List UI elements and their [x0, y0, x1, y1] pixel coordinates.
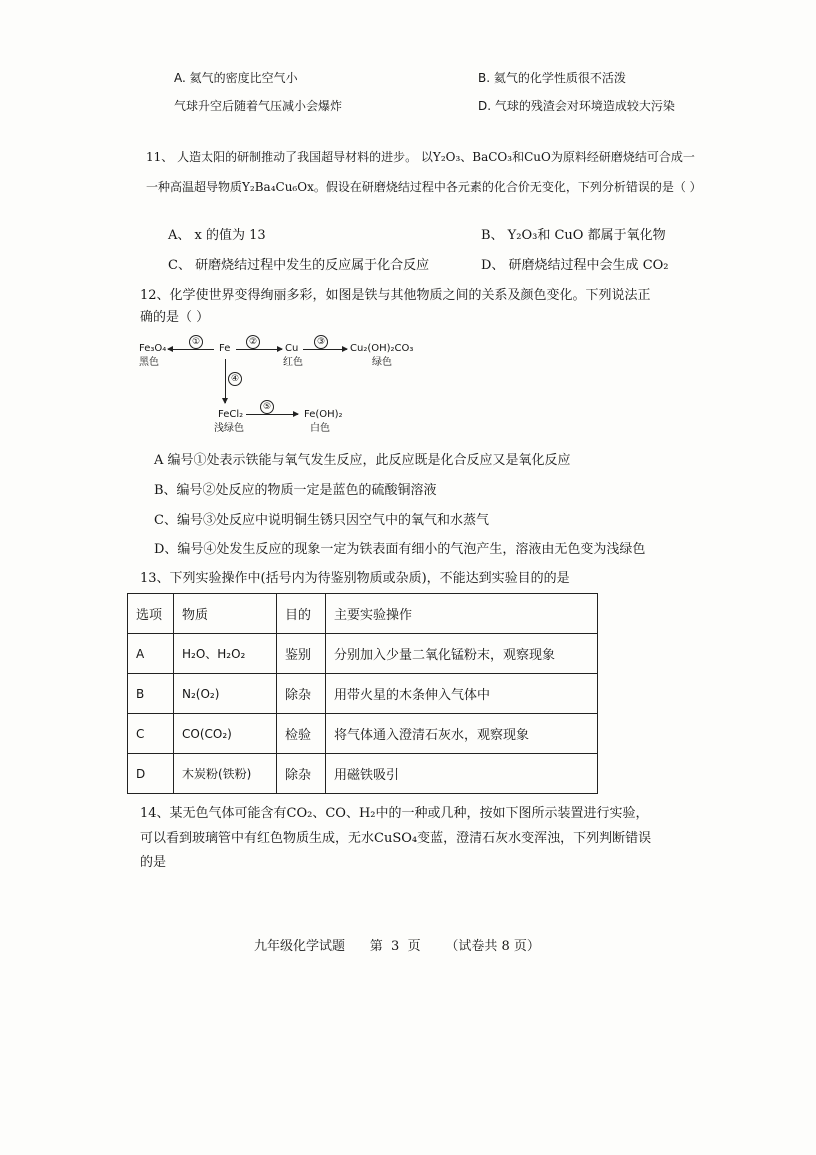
row-d-substance: 木炭粉(铁粉): [174, 754, 277, 794]
row-c-purpose: 检验: [277, 714, 326, 754]
table-row: [128, 754, 598, 794]
row-a-operation: 分别加入少量二氧化锰粉末，观察现象: [326, 634, 598, 674]
q11-option-a: A、 x 的值为 13: [168, 228, 266, 243]
table-header-row: [128, 594, 598, 634]
q10-option-d: D. 气球的残渣会对环境造成较大污染: [478, 99, 675, 113]
q13-table: [127, 593, 598, 794]
row-b-operation: 用带火星的木条伸入气体中: [326, 674, 598, 714]
header-substance: 物质: [174, 594, 277, 634]
step-4-marker: ④: [228, 372, 242, 386]
row-d-option: D: [128, 754, 174, 794]
page-footer: 九年级化学试题 第 3 页 （试卷共 8 页）: [254, 939, 540, 954]
arrow-1: [168, 349, 214, 350]
q11-option-d: D、 研磨烧结过程中会生成 CO₂: [481, 258, 669, 273]
cu-formula: Cu: [285, 343, 299, 354]
step-5-marker: ⑤: [260, 400, 274, 414]
header-option: 选项: [128, 594, 174, 634]
fecl2-color-label: 浅绿色: [214, 423, 244, 434]
header-purpose: 目的: [277, 594, 326, 634]
row-b-purpose: 除杂: [277, 674, 326, 714]
cu-color-label: 红色: [283, 357, 303, 368]
q12-option-c: C、编号③处反应中说明铜生锈只因空气中的氧气和水蒸气: [154, 513, 489, 528]
row-c-option: C: [128, 714, 174, 754]
cu2oh2co3-color-label: 绿色: [372, 357, 392, 368]
fe3o4-color-label: 黑色: [139, 357, 159, 368]
q13-stem: 13、下列实验操作中(括号内为待鉴别物质或杂质)，不能达到实验目的的是: [140, 571, 570, 586]
fe-formula: Fe: [219, 343, 231, 354]
arrow-3: [303, 349, 347, 350]
table-row: [128, 714, 598, 754]
row-b-option: B: [128, 674, 174, 714]
row-a-purpose: 鉴别: [277, 634, 326, 674]
q14-stem-line1: 14、某无色气体可能含有CO₂、CO、H₂中的一种或几种，按如下图所示装置进行实验，: [140, 806, 649, 821]
cu2oh2co3-formula: Cu₂(OH)₂CO₃: [350, 343, 414, 354]
q11-option-c: C、 研磨烧结过程中发生的反应属于化合反应: [168, 258, 430, 273]
q14-stem-line2: 可以看到玻璃管中有红色物质生成，无水CuSO₄变蓝，澄清石灰水变浑浊，下列判断错误: [140, 831, 652, 846]
table-row: [128, 674, 598, 714]
row-d-purpose: 除杂: [277, 754, 326, 794]
feoh2-formula: Fe(OH)₂: [304, 409, 343, 420]
step-2-marker: ②: [246, 335, 260, 349]
row-c-operation: 将气体通入澄清石灰水，观察现象: [326, 714, 598, 754]
q14-stem-line3: 的是: [140, 855, 167, 870]
q11-option-b: B、 Y₂O₃和 CuO 都属于氧化物: [481, 228, 666, 243]
q12-option-b: B、编号②处反应的物质一定是蓝色的硫酸铜溶液: [154, 483, 437, 498]
step-1-marker: ①: [189, 335, 203, 349]
row-d-operation: 用磁铁吸引: [326, 754, 598, 794]
q12-option-d: D、编号④处发生反应的现象一定为铁表面有细小的气泡产生，溶液由无色变为浅绿色: [154, 542, 646, 557]
step-3-marker: ③: [314, 335, 328, 349]
row-b-substance: N₂(O₂): [174, 674, 277, 714]
q10-option-c: 气球升空后随着气压减小会爆炸: [174, 99, 343, 113]
q12-stem-line2: 确的是（ ）: [140, 310, 210, 325]
arrow-4: [225, 359, 226, 403]
q11-stem-line2: 一种高温超导物质Y₂Ba₄Cu₆Ox。假设在研磨烧结过程中各元素的化合价无变化，下列分析错误的是（ ）: [146, 180, 702, 194]
arrow-2: [236, 349, 282, 350]
q10-option-a: A. 氦气的密度比空气小: [174, 71, 298, 85]
fecl2-formula: FeCl₂: [218, 409, 244, 420]
q10-option-b: B. 氦气的化学性质很不活泼: [478, 71, 626, 85]
row-a-substance: H₂O、H₂O₂: [174, 634, 277, 674]
q11-stem-line1: 11、 人造太阳的研制推动了我国超导材料的进步。 以Y₂O₃、BaCO₃和CuO为原料经研磨烧结可合成一: [146, 150, 695, 164]
q12-option-a: A 编号①处表示铁能与氧气发生反应，此反应既是化合反应又是氧化反应: [154, 453, 571, 468]
header-operation: 主要实验操作: [326, 594, 598, 634]
arrow-5: [246, 414, 298, 415]
row-c-substance: CO(CO₂): [174, 714, 277, 754]
q12-stem-line1: 12、化学使世界变得绚丽多彩，如图是铁与其他物质之间的关系及颜色变化。下列说法正: [140, 288, 651, 303]
feoh2-color-label: 白色: [310, 423, 330, 434]
table-row: [128, 634, 598, 674]
fe3o4-formula: Fe₃O₄: [139, 343, 167, 354]
row-a-option: A: [128, 634, 174, 674]
